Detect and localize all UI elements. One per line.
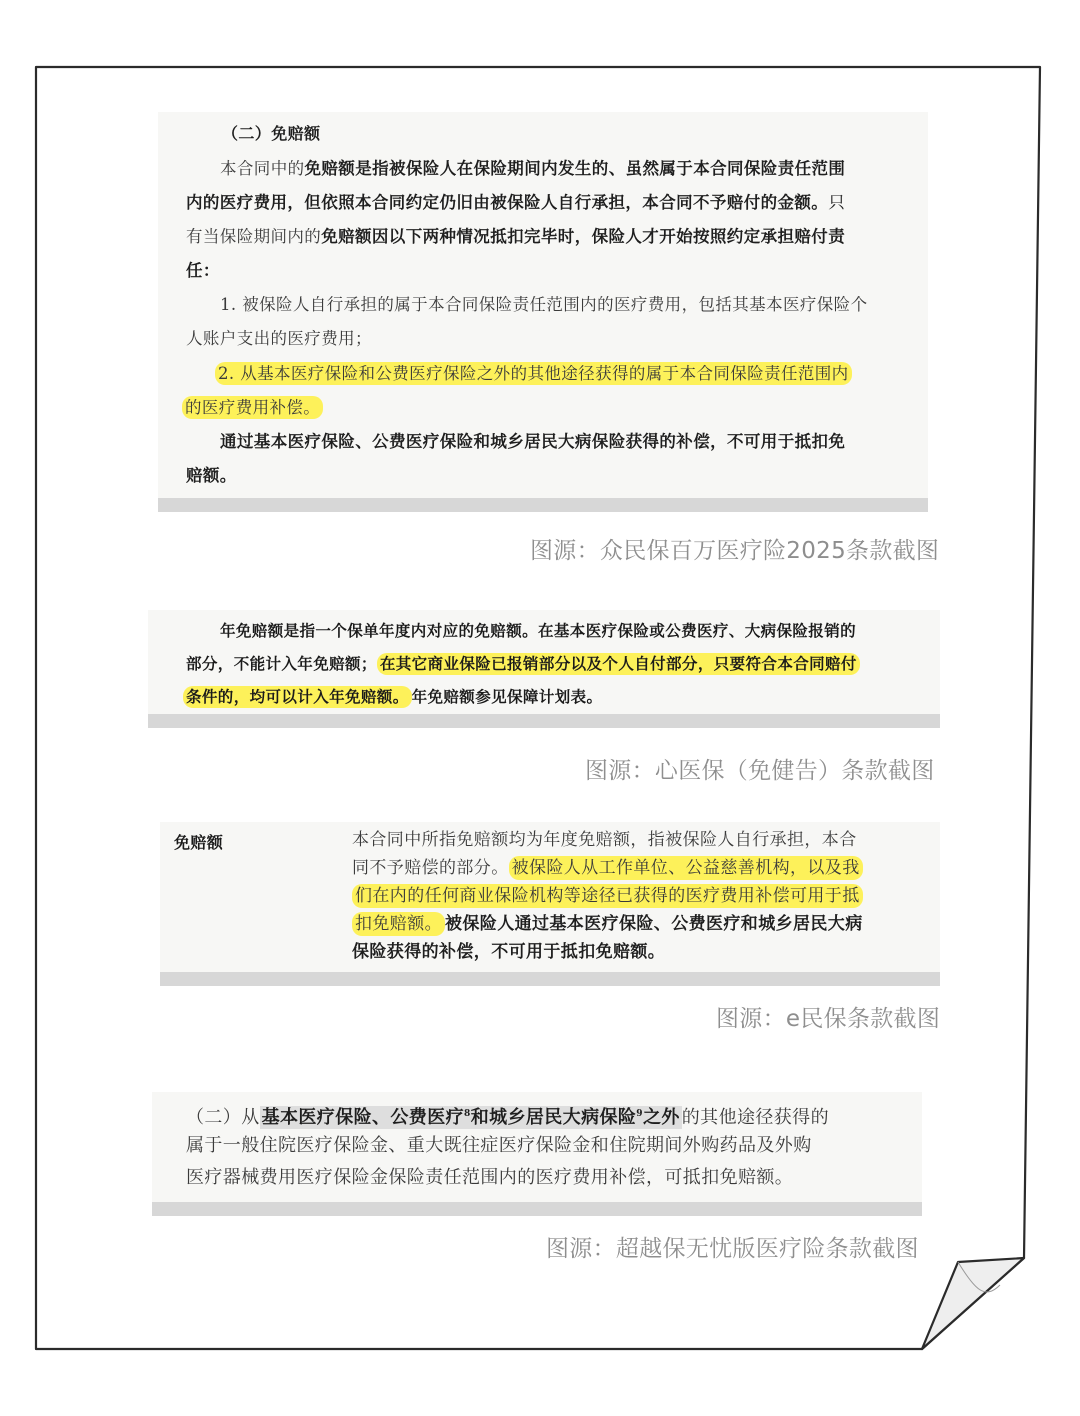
clip1-line4: 任： — [186, 261, 220, 280]
clip1-line3: 有当保险期间内的免赔额因以下两种情况抵扣完毕时，保险人才开始按照约定承担赔付责 — [186, 227, 846, 246]
clip1-item1-line1: 1. 被保险人自行承担的属于本合同保险责任范围内的医疗费用，包括其基本医疗保险个 — [220, 295, 868, 314]
clip4-line3: 医疗器械费用医疗保险金保险责任范围内的医疗费用补偿，可抵扣免赔额。 — [186, 1167, 794, 1188]
clip2-line3: 条件的，均可以计入年免赔额。 年免赔额参见保障计划表。 — [183, 680, 602, 714]
clip1-item2-line1 — [215, 357, 852, 391]
clip3-line3 — [352, 882, 863, 910]
clip2-line1: 年免赔额是指一个保单年度内对应的免赔额。在基本医疗保险或公费医疗、大病保险报销的 — [220, 622, 857, 640]
highlight-mark: 条件的，均可以计入年免赔额。 — [183, 686, 412, 708]
clip3-line5: 保险获得的补偿，不可用于抵扣免赔额。 — [352, 942, 666, 962]
clip1-note-line2: 赔额。 — [186, 466, 237, 485]
gray-highlight: 基本医疗保险、公费医疗$^8$和城乡居民大病保险$^9$之外 — [261, 1107, 680, 1128]
caption-chaoyuebao: 图源：超越保无忧版医疗险条款截图 — [546, 1236, 919, 1262]
clip2-line2: 部分，不能计入年免赔额； 在其它商业保险已报销部分以及个人自付部分，只要符合本合同赔付 — [186, 647, 860, 681]
clip3-term: 免赔额 — [174, 833, 224, 852]
clip1-line2: 内的医疗费用，但依照本合同约定仍旧由被保险人自行承担，本合同不予赔付的金额。只 — [186, 193, 846, 212]
clip4-line1: （二）从 基本医疗保险、公费医疗$^8$和城乡居民大病保险$^9$之外 的其他途径获得的 — [186, 1107, 829, 1128]
caption-eminbao: 图源：e民保条款截图 — [716, 1006, 941, 1032]
highlight-mark: 们在内的任何商业保险机构等途径已获得的医疗费用补偿可用于抵 — [352, 884, 863, 908]
clip1-heading: （二）免赔额 — [222, 124, 321, 143]
clip1-item2-line2 — [182, 391, 323, 425]
clip4-line2: 属于一般住院医疗保险金、重大既往症医疗保险金和住院期间外购药品及外购 — [186, 1135, 812, 1156]
clip3-line4: 扣免赔额。 被保险人通过基本医疗保险、公费医疗和城乡居民大病 — [352, 910, 863, 938]
highlight-mark: 在其它商业保险已报销部分以及个人自付部分，只要符合本合同赔付 — [377, 653, 860, 675]
clip3-line1: 本合同中所指免赔额均为年度免赔额，指被保险人自行承担，本合 — [352, 830, 857, 850]
clip1-item1-line2: 人账户支出的医疗费用； — [186, 329, 372, 348]
caption-xinyibao: 图源：心医保（免健告）条款截图 — [585, 758, 935, 784]
highlight-mark: 2. 从基本医疗保险和公费医疗保险之外的其他途径获得的属于本合同保险责任范围内 — [215, 362, 852, 385]
highlight-mark: 的医疗费用补偿。 — [182, 396, 323, 419]
highlight-mark: 被保险人从工作单位、公益慈善机构，以及我 — [509, 856, 863, 880]
caption-zhongminbao: 图源：众民保百万医疗险2025条款截图 — [530, 538, 940, 564]
clip1-line1: 本合同中的免赔额是指被保险人在保险期间内发生的、虽然属于本合同保险责任范围 — [220, 159, 846, 178]
clip3-line2: 同不予赔偿的部分。 被保险人从工作单位、公益慈善机构，以及我 — [352, 854, 863, 882]
highlight-mark: 扣免赔额。 — [352, 912, 445, 936]
clip1-note-line1: 通过基本医疗保险、公费医疗保险和城乡居民大病保险获得的补偿，不可用于抵扣免 — [220, 432, 846, 451]
